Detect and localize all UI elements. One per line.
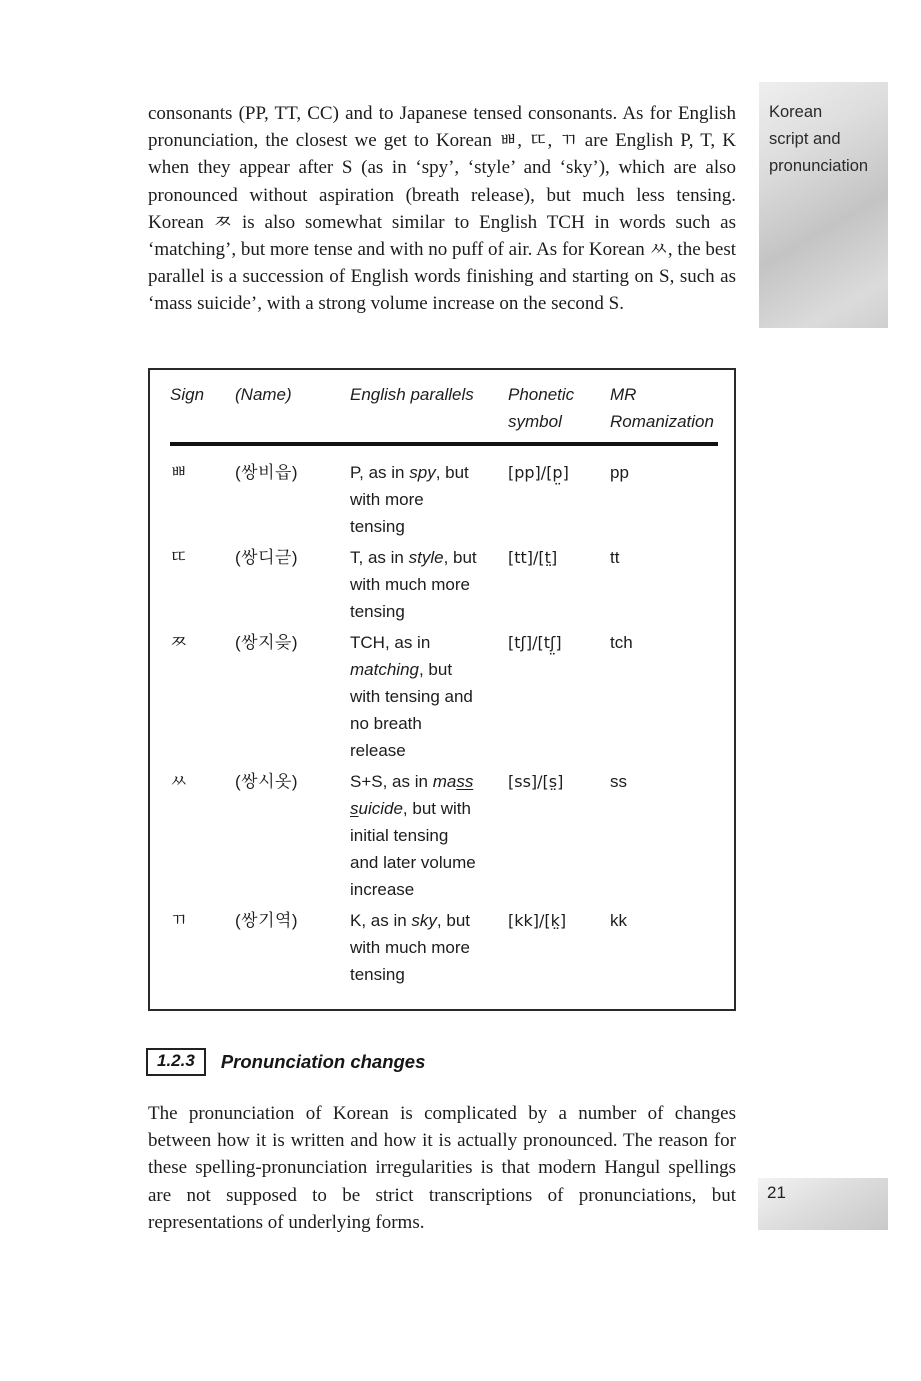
intro-paragraph: consonants (PP, TT, CC) and to Japanese tensed consonants. As for English pronunciation, the closest we get to Korean ㅃ, ㄸ, ㄲ are English P, T, K when they appear after S (as in ‘spy’, ‘style’ and ‘sky’), which are also pronounced without aspiration (breath release), but much less tensing. Korean ㅉ is also somewhat similar to English TCH in words such as ‘matching’, but more tense and with no puff of air. As for Korean ㅆ, the best parallel is a succession of English words finishing and starting on S, such as ‘mass suicide’, with a strong volume increase on the second S. bbox=[148, 103, 736, 315]
header-name: (Name) bbox=[235, 385, 292, 404]
mr-romanization-cell: ss bbox=[610, 772, 627, 791]
sign-cell: ㅉ bbox=[170, 632, 188, 652]
tensed-consonant-table bbox=[148, 368, 736, 1011]
name-cell: (쌍기역) bbox=[235, 911, 299, 930]
sign-cell: ㅆ bbox=[170, 771, 188, 791]
mr-romanization-cell: pp bbox=[610, 463, 629, 482]
sidebar-line: script and bbox=[769, 130, 841, 148]
name-cell: (쌍시옷) bbox=[235, 772, 299, 791]
english-parallel-cell: TCH, as in matching, but with tensing and no breath release bbox=[350, 633, 473, 760]
table-row bbox=[170, 907, 718, 988]
sign-cell: ㅃ bbox=[170, 462, 188, 482]
header-phonetic-symbol: Phonetic symbol bbox=[508, 385, 575, 431]
english-parallel-cell: P, as in spy, but with more tensing bbox=[350, 463, 469, 536]
sign-cell: ㄸ bbox=[170, 547, 188, 567]
sign-cell: ㄲ bbox=[170, 910, 188, 930]
phonetic-symbol-cell: [pp]/[p̤] bbox=[508, 463, 569, 482]
sidebar-line: pronunciation bbox=[769, 157, 869, 175]
english-parallel-cell: K, as in sky, but with much more tensing bbox=[350, 911, 471, 984]
english-parallel-cell: S+S, as in mass suicide, but with initial tensing and later volume increase bbox=[350, 772, 476, 899]
name-cell: (쌍지읒) bbox=[235, 633, 299, 652]
phonetic-symbol-cell: [tʃ]/[tʃ̤] bbox=[508, 633, 562, 652]
table-row bbox=[170, 459, 718, 540]
page-number-tab bbox=[758, 1178, 888, 1230]
mr-romanization-cell: tt bbox=[610, 548, 620, 567]
closing-paragraph: The pronunciation of Korean is complicated by a number of changes between how it is written and how it is actually pronounced. The reason for these spelling-pronunciation irregularities is that modern Hangul spellings are not supposed to be strict transcriptions of pronunciations, but representations of underlying forms. bbox=[148, 1103, 736, 1233]
header-mr-romanization: MR Romanization bbox=[610, 385, 714, 431]
header-rule bbox=[170, 442, 718, 446]
table-row bbox=[170, 544, 718, 625]
english-parallel-cell: T, as in style, but with much more tensing bbox=[350, 548, 477, 621]
name-cell: (쌍비읍) bbox=[235, 463, 299, 482]
table-header-row bbox=[170, 381, 718, 435]
header-english-parallels: English parallels bbox=[350, 385, 474, 404]
phonetic-symbol-cell: [ss]/[s̤] bbox=[508, 772, 564, 791]
table-body bbox=[170, 459, 718, 988]
section-heading bbox=[146, 1048, 425, 1076]
mr-romanization-cell: kk bbox=[610, 911, 627, 930]
phonetic-symbol-cell: [tt]/[t̤] bbox=[508, 548, 558, 567]
page-number: 21 bbox=[767, 1183, 786, 1202]
section-number: 1.2.3 bbox=[146, 1048, 206, 1076]
table-row bbox=[170, 768, 718, 903]
table-row bbox=[170, 629, 718, 764]
section-title: Pronunciation changes bbox=[220, 1051, 426, 1072]
name-cell: (쌍디귿) bbox=[235, 548, 299, 567]
sidebar-line: Korean bbox=[769, 103, 823, 121]
header-sign: Sign bbox=[170, 385, 205, 404]
chapter-sidebar-tab bbox=[759, 82, 888, 328]
mr-romanization-cell: tch bbox=[610, 633, 633, 652]
phonetic-symbol-cell: [kk]/[k̤] bbox=[508, 911, 567, 930]
